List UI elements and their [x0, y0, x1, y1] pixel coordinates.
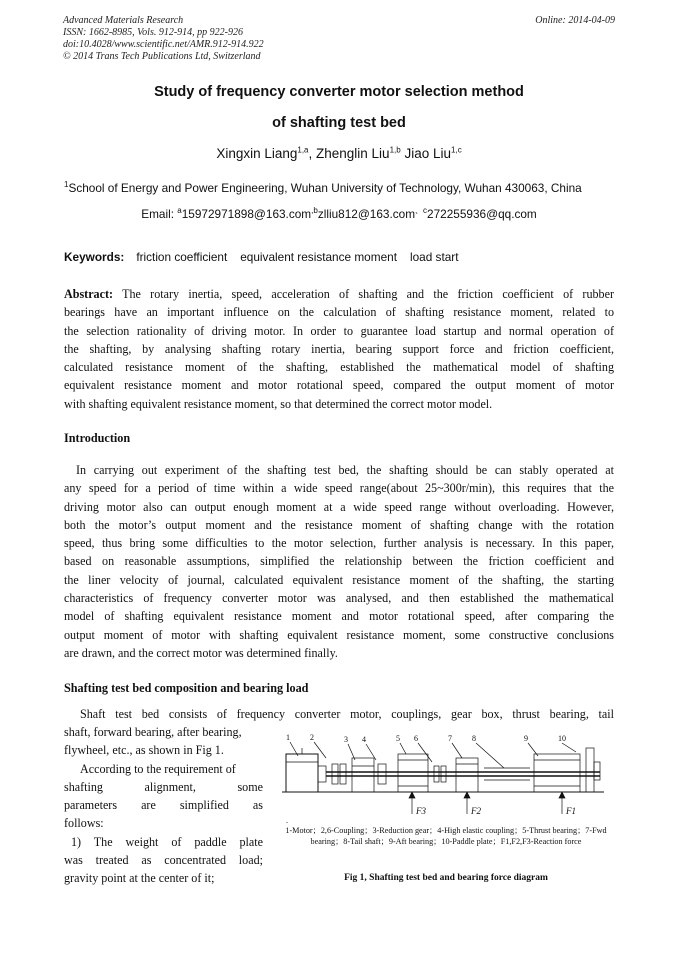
author-name: Xingxin Liang — [216, 146, 298, 161]
email-line: Email: $^a$15972971898@163.com$^{,b}$zlliu812@163.com$^{、c}$272255936@qq.com — [141, 206, 537, 221]
force-label-f1: F1 — [566, 806, 576, 816]
abstract: Abstract: The rotary inertia, speed, acceleration of shafting and the friction coefficient of rubber bearings have an important influence on the calculation of shafting resistance moment, related to the selection rationality of driving motor. In order to guarantee load startup and normal operation of the shafting, by analysing shafting rotary inertia, bearing support force and friction coefficient, calculated resistance moment of the shafting, established the mathematical model of shafting equivalent resistance moment and motor rotational speed, compared the output moment of motor with shafting equivalent resistance moment, so that determined the correct motor model. — [64, 287, 614, 411]
journal-name: Advanced Materials Research — [63, 15, 184, 26]
section2-first-line: Shaft test bed consists of frequency converter motor, couplings, gear box, thrust bearing, tail — [80, 707, 614, 721]
keyword: load start — [409, 250, 459, 264]
part-number-label: 5 — [396, 734, 400, 743]
part-number-label: 6 — [414, 734, 418, 743]
introduction-body: In carrying out experiment of the shafting test bed, the shafting should be can stably operated at any speed for a period of time within a wide speed range(about 25~300r/min), this requires that the driving motor also can output enough moment at a wide speed range without overloading. However, both the motor’s output moment and the resistance moment of shafting change with the rotation speed, thus bring some difficulties to the motor selection, further analysis is necessary. In this paper, based on reasonable assumptions, simplified the relationship between the friction coefficient and the liner velocity of journal, calculated equivalent resistance moment of the shafting, the starting characteristics of frequency converter motor was analysed, and then established the mathematical model of shafting equivalent resistance moment and motor rotational speed, after comparing the output moment of motor with shafting equivalent resistance moment, some constructive conclusions are drawn, and the correct motor was determined finally. — [64, 463, 614, 660]
force-label-f3: F3 — [416, 806, 426, 816]
part-number-label: 7 — [448, 734, 452, 743]
email-b: zlliu812@163.com — [317, 207, 416, 221]
keyword: friction coefficient — [136, 250, 228, 264]
part-number-label: 3 — [344, 735, 348, 744]
author-name: Zhenglin Liu — [316, 146, 390, 161]
abstract-label: Abstract: — [64, 287, 114, 301]
issn: ISSN: 1662-8985, Vols. 912-914, pp 922-926 — [63, 27, 243, 38]
copyright: © 2014 Trans Tech Publications Ltd, Switzerland — [63, 51, 261, 62]
email-a: 15972971898@163.com — [181, 207, 312, 221]
part-number-label: 8 — [472, 734, 476, 743]
authors: Xingxin Liang$^{1,a}$, Zhenglin Liu$^{1,b}$ Jiao Liu$^{1,c}$ — [216, 145, 462, 161]
force-label-f2: F2 — [471, 806, 481, 816]
author-name: Jiao Liu — [404, 146, 452, 161]
part-number-label: 4 — [362, 735, 366, 744]
doi: doi:10.4028/www.scientific.net/AMR.912-914.922 — [63, 39, 264, 50]
shafting-test-bed-diagram — [280, 728, 615, 820]
paper-title-line2: of shafting test bed — [272, 115, 406, 131]
keywords: Keywords: friction coefficient equivalent resistance moment load start — [64, 250, 459, 264]
section-heading-composition: Shafting test bed composition and bearing load — [64, 681, 309, 695]
online-date: Online: 2014-04-09 — [535, 15, 615, 26]
figure-legend-line2: bearing；8-Tail shaft；9-Aft bearing；10-Paddle plate；F1,F2,F3-Reaction force — [310, 837, 582, 846]
part-number-label: 2 — [310, 733, 314, 742]
part-number-label: 9 — [524, 734, 528, 743]
stray-dot: . — [286, 816, 288, 825]
email-c: 272255936@qq.com — [427, 207, 537, 221]
affiliation: $^1$School of Energy and Power Engineering, Wuhan University of Technology, Wuhan 430063, China — [64, 180, 582, 195]
figure-legend-line1: 1-Motor；2,6-Coupling；3-Reduction gear；4-High elastic coupling；5-Thrust bearing；7-Fwd — [285, 826, 607, 835]
part-number-label: 1 — [286, 733, 290, 742]
keyword: equivalent resistance moment — [240, 250, 397, 264]
part-number-label: 10 — [558, 734, 566, 743]
figure-caption: Fig 1, Shafting test bed and bearing force diagram — [344, 873, 548, 883]
section-heading-introduction: Introduction — [64, 431, 131, 445]
paper-title-line1: Study of frequency converter motor selection method — [154, 84, 524, 100]
section2-left-column: shaft, forward bearing, after bearing, flywheel, etc., as shown in Fig 1. According to the requirement of shafting alignment, some parameters are simplified as follows: 1) The weight of paddle plate was treated as concentrated load; gravity point at the center of it; — [64, 725, 263, 886]
